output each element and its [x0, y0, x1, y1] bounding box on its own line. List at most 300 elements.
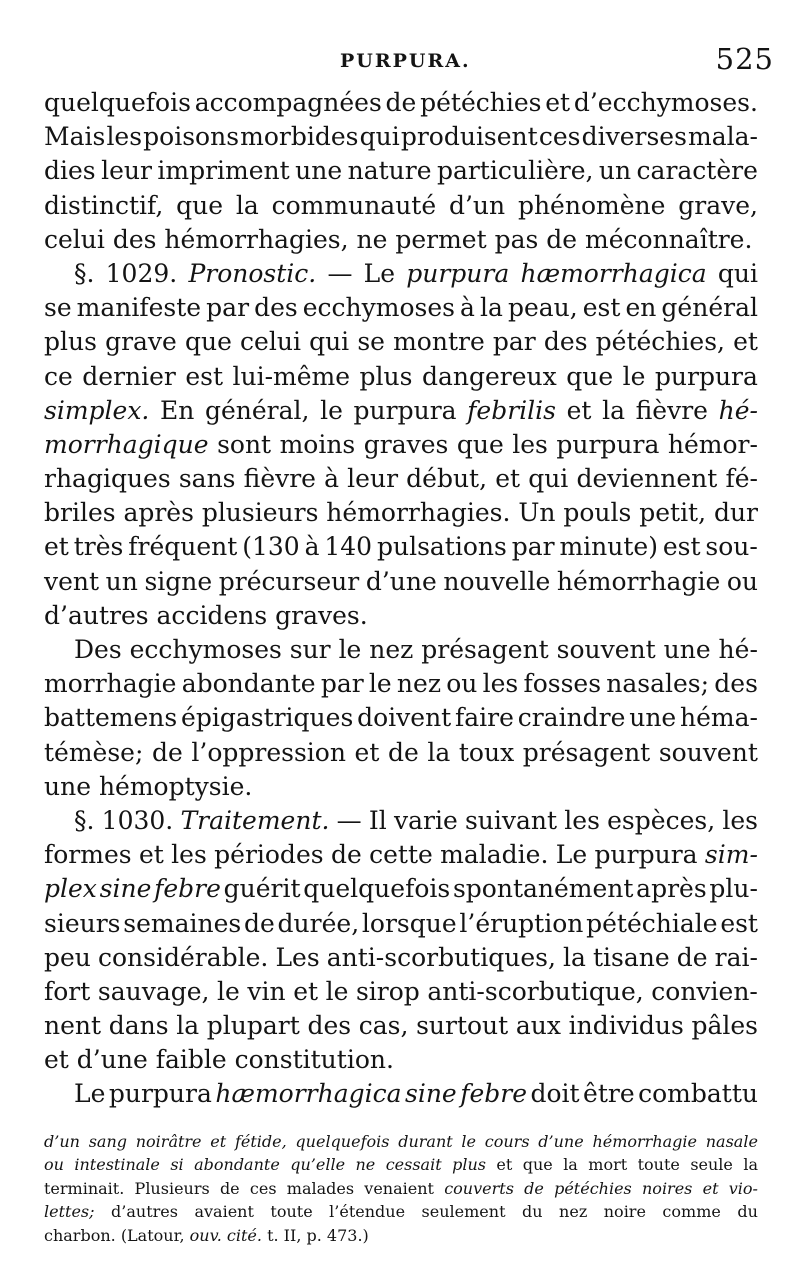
word: une — [44, 771, 99, 801]
word: présagent — [522, 737, 651, 767]
word: que — [185, 327, 232, 357]
word: toux — [458, 737, 515, 767]
page-number: 525 — [715, 42, 774, 76]
word: fosses — [523, 669, 602, 699]
word: la — [563, 1155, 578, 1175]
running-head: PURPURA. — [340, 50, 471, 72]
word: sirop — [355, 976, 420, 1006]
word: durée, — [277, 908, 360, 938]
word: par — [320, 669, 364, 699]
word: maladie. — [440, 840, 549, 870]
word: comme — [662, 1202, 721, 1222]
word: purpura — [556, 429, 660, 459]
word: formes — [44, 840, 132, 870]
word: avaient — [194, 1202, 254, 1222]
word: de — [219, 1178, 240, 1198]
word: rai- — [714, 942, 758, 972]
word: et — [496, 1155, 513, 1175]
word: purpura — [594, 840, 698, 870]
word: purpura — [406, 258, 510, 288]
word: peau, — [507, 293, 578, 323]
word: de — [243, 908, 275, 938]
word: fréquent — [128, 532, 238, 562]
word: ou — [446, 669, 478, 699]
word: produisent — [400, 122, 538, 152]
word: être — [583, 1079, 635, 1109]
word: quelquefois — [44, 88, 191, 117]
word: héma- — [680, 703, 758, 733]
word: souvent — [556, 635, 656, 664]
word: fétide, — [234, 1132, 287, 1151]
word: les — [564, 805, 600, 835]
word: tisane — [592, 942, 670, 972]
word: guérit — [223, 874, 301, 904]
word: fort — [44, 976, 91, 1006]
word: febre — [460, 1079, 527, 1109]
word: sans — [178, 464, 236, 494]
word: les — [106, 122, 143, 152]
word: venaient — [364, 1178, 434, 1198]
word: l’oppression — [191, 737, 346, 767]
word: — — [327, 258, 353, 288]
word: accompagnées — [194, 88, 382, 117]
text-line — [44, 1043, 758, 1077]
word: impriment — [157, 156, 290, 186]
word: simplex. — [44, 395, 150, 425]
word: que — [566, 361, 614, 391]
word: une — [295, 156, 343, 186]
text-line — [44, 667, 758, 701]
text-line — [44, 120, 758, 154]
word: les — [722, 805, 758, 835]
word: les — [171, 840, 207, 870]
word: nez — [559, 1202, 588, 1222]
word: graves — [363, 429, 449, 459]
word: lettes; — [44, 1202, 95, 1222]
word: plus — [452, 1155, 486, 1175]
text-line — [44, 565, 758, 599]
word: morrhagie — [44, 669, 177, 699]
word: par — [511, 532, 555, 562]
word: 140 — [324, 532, 373, 562]
word: quelquefois — [295, 1132, 390, 1151]
word: anti-scorbutique, — [427, 976, 644, 1006]
word: graves. — [275, 600, 368, 630]
word: pulsations — [376, 532, 507, 562]
word: Le — [74, 1079, 106, 1109]
word: une — [663, 635, 711, 664]
word: le — [338, 635, 362, 664]
word: plupart — [206, 1011, 300, 1041]
word: seulement — [421, 1202, 506, 1222]
word: signe — [144, 566, 213, 596]
word: les — [512, 429, 548, 459]
word: ne — [355, 1155, 376, 1175]
word: hæmorrhagica — [520, 258, 707, 288]
word: d’une — [365, 566, 437, 596]
word: de — [676, 942, 708, 972]
word: dernier — [82, 361, 176, 391]
word: hémorrhagies. — [326, 498, 511, 528]
word: que — [456, 429, 504, 459]
word: le — [325, 976, 349, 1006]
text-line — [44, 1009, 758, 1043]
word: Mais — [44, 122, 106, 152]
word: d’ecchymoses. — [573, 88, 758, 117]
word: Plusieurs — [134, 1178, 210, 1198]
word: pétéchiale — [586, 908, 718, 938]
word: nature — [347, 156, 432, 186]
word: est — [662, 532, 701, 562]
word: espèces, — [607, 805, 716, 835]
word: ecchymoses — [302, 293, 455, 323]
text-line — [44, 633, 758, 667]
text-line — [44, 189, 758, 223]
word: hémoptysie. — [98, 771, 253, 801]
word: et — [495, 464, 521, 494]
word: le — [622, 361, 646, 391]
word: 1029. — [105, 258, 178, 288]
word: que — [176, 190, 224, 220]
word: moins — [279, 429, 356, 459]
word: celui — [240, 327, 301, 357]
word: Le — [363, 258, 396, 288]
word: poisons — [143, 122, 240, 152]
word: hémorrhagies, — [164, 224, 357, 254]
word: sou- — [705, 532, 758, 562]
word: se — [44, 293, 72, 323]
word: purpura — [654, 361, 758, 391]
word: sont — [217, 429, 272, 459]
word: terminait. — [44, 1178, 125, 1198]
word: est — [582, 293, 621, 323]
word: pétéchies, — [595, 327, 725, 357]
word: noirâtre — [135, 1132, 202, 1151]
word: charbon. — [44, 1225, 121, 1245]
word: précurseur — [218, 566, 360, 596]
word: une — [629, 703, 677, 733]
footnote-line — [44, 1153, 758, 1176]
word: nez — [369, 635, 414, 664]
word: et — [44, 1045, 77, 1075]
word: ouv. — [189, 1225, 227, 1245]
text-line — [44, 701, 758, 735]
word: d’une — [76, 1045, 156, 1075]
word: durant — [398, 1132, 453, 1151]
word: qui — [309, 327, 350, 357]
text-line — [44, 770, 758, 804]
word: périodes — [214, 840, 324, 870]
word: craindre — [517, 703, 626, 733]
word: constitution. — [234, 1045, 394, 1075]
footnote-line — [44, 1130, 758, 1153]
word: début, — [406, 464, 488, 494]
word: semaines — [123, 908, 242, 938]
word: grave — [105, 327, 177, 357]
word: leur — [101, 156, 152, 186]
word: qui — [359, 122, 400, 152]
word: febre — [154, 874, 221, 904]
word: lorsque — [361, 908, 457, 938]
word: spontanément — [452, 874, 634, 904]
word: hémor- — [667, 429, 758, 459]
word: pâles — [691, 1011, 758, 1041]
word: sauvage, — [97, 976, 210, 1006]
word: des — [307, 1011, 352, 1041]
word: en — [625, 293, 657, 323]
word: du — [737, 1202, 758, 1222]
word: et — [566, 395, 592, 425]
word: l’éruption — [459, 908, 584, 938]
word: leur — [347, 464, 399, 494]
word: lui-même — [232, 361, 351, 391]
text-line — [44, 736, 758, 770]
word: pétéchies — [554, 1178, 632, 1198]
word: vin — [247, 976, 286, 1006]
word: convien- — [651, 976, 758, 1006]
word: mala- — [688, 122, 758, 152]
word: de — [524, 1178, 544, 1198]
text-line — [44, 599, 758, 633]
word: cessait — [385, 1155, 442, 1175]
word: purpura — [108, 1079, 212, 1109]
word: febrilis — [467, 395, 556, 425]
word: — — [336, 805, 362, 835]
word: manifeste — [76, 293, 202, 323]
word: nasale — [705, 1132, 758, 1151]
word: vio- — [728, 1178, 758, 1198]
word: d’un — [44, 1132, 80, 1151]
text-line — [44, 428, 758, 462]
word: est — [720, 908, 758, 938]
word: de — [330, 840, 362, 870]
word: la — [479, 293, 503, 323]
word: ce — [44, 361, 73, 391]
word: des — [112, 224, 165, 254]
word: petit, — [639, 498, 707, 528]
word: surtout — [416, 1011, 509, 1041]
word: de — [385, 88, 417, 117]
word: ces — [249, 1178, 277, 1198]
word: Le — [555, 840, 588, 870]
word: nent — [44, 1011, 102, 1041]
word: et — [733, 327, 758, 357]
text-line — [44, 257, 758, 291]
word: sieurs — [44, 908, 121, 938]
word: pétéchies — [420, 88, 542, 117]
word: par — [492, 327, 536, 357]
word: accidens — [156, 600, 276, 630]
word: cours — [484, 1132, 530, 1151]
word: varie — [393, 805, 458, 835]
word: se — [357, 327, 385, 357]
word: dur — [713, 498, 758, 528]
word: pas — [494, 224, 547, 254]
word: minute) — [559, 532, 658, 562]
word: les — [482, 669, 519, 699]
word: hémorrhagie — [556, 566, 721, 596]
word: abondante — [194, 1155, 280, 1175]
word: le — [217, 976, 240, 1006]
word: l’étendue — [329, 1202, 406, 1222]
word: Pronostic. — [188, 258, 317, 288]
word: pouls — [563, 498, 632, 528]
word: la — [602, 395, 625, 425]
text-line — [44, 154, 758, 188]
word: dies — [44, 156, 96, 186]
word: la — [427, 737, 451, 767]
word: hæmorrhagica — [215, 1079, 402, 1109]
word: souvent — [658, 737, 758, 767]
word: à — [460, 293, 475, 323]
text-line — [44, 291, 758, 325]
word: 473.) — [326, 1225, 369, 1245]
word: méconnaître. — [585, 224, 753, 254]
word: des — [714, 669, 758, 699]
word: phénomène — [517, 190, 666, 220]
word: mort — [588, 1155, 628, 1175]
word: doit — [530, 1079, 580, 1109]
word: deviennent — [576, 464, 718, 494]
word: faire — [455, 703, 514, 733]
word: vent — [44, 566, 100, 596]
word: nez — [396, 669, 441, 699]
word: des — [543, 327, 588, 357]
word: et — [545, 88, 571, 117]
word: général — [661, 293, 758, 323]
word: dans — [108, 1011, 169, 1041]
word: plu- — [709, 874, 758, 904]
word: celui — [44, 224, 113, 254]
word: rhagiques — [44, 464, 171, 494]
word: et — [210, 1132, 227, 1151]
word: après — [636, 874, 707, 904]
word: communauté — [271, 190, 437, 220]
word: et — [293, 976, 319, 1006]
word: général, — [204, 395, 310, 425]
word: un — [598, 156, 632, 186]
word: ou — [726, 566, 758, 596]
word: anti-scorbutiques, — [326, 942, 556, 972]
word: abondante — [181, 669, 316, 699]
word: et — [138, 840, 164, 870]
word: §. — [74, 258, 95, 288]
word: la — [743, 1155, 758, 1175]
word: que — [522, 1155, 553, 1175]
word: nasales; — [606, 669, 710, 699]
text-line — [44, 360, 758, 394]
word: présagent — [421, 635, 549, 664]
word: purpura — [353, 395, 457, 425]
word: faible — [155, 1045, 235, 1075]
word: malades — [286, 1178, 355, 1198]
body-text — [44, 86, 758, 1112]
word: hémorrhagie — [592, 1132, 697, 1151]
word: combattu — [638, 1079, 758, 1109]
word: à — [324, 464, 340, 494]
word: §. — [74, 805, 95, 835]
word: et — [702, 1178, 719, 1198]
word: doivent — [357, 703, 452, 733]
word: diverses — [581, 122, 687, 152]
word: couverts — [444, 1178, 514, 1198]
word: qu’elle — [290, 1155, 346, 1175]
word: toute — [637, 1155, 680, 1175]
word: quelquefois — [303, 874, 451, 904]
word: t. — [267, 1225, 284, 1245]
text-line — [44, 223, 758, 257]
word: plus — [44, 327, 97, 357]
word: briles — [44, 498, 116, 528]
word: ou — [44, 1155, 64, 1175]
word: intestinale — [74, 1155, 160, 1175]
word: (130 — [242, 532, 300, 562]
word: sine — [99, 874, 152, 904]
word: la — [235, 190, 259, 220]
word: ne — [356, 224, 396, 254]
word: aux — [515, 1011, 561, 1041]
word: plusieurs — [201, 498, 319, 528]
word: après — [123, 498, 194, 528]
word: 1030. — [101, 805, 174, 835]
word: très — [73, 532, 124, 562]
word: Les — [275, 942, 320, 972]
word: p. — [306, 1225, 327, 1245]
footnote-line — [44, 1224, 758, 1247]
text-line — [44, 804, 758, 838]
word: Il — [368, 805, 387, 835]
word: ecchymoses — [129, 635, 282, 664]
text-line — [44, 975, 758, 1009]
footnote-line — [44, 1177, 758, 1200]
text-line — [44, 530, 758, 564]
word: cette — [369, 840, 433, 870]
word: de — [151, 737, 183, 767]
word: de — [546, 224, 586, 254]
text-line — [44, 907, 758, 941]
word: est — [185, 361, 224, 391]
word: (Latour, — [120, 1225, 190, 1245]
word: noires — [642, 1178, 693, 1198]
word: et — [44, 532, 69, 562]
word: si — [170, 1155, 184, 1175]
word: toute — [270, 1202, 313, 1222]
word: à — [304, 532, 320, 562]
text-line — [44, 1077, 758, 1111]
text-line — [44, 86, 758, 120]
word: qui — [717, 258, 758, 288]
word: permet — [395, 224, 495, 254]
word: la — [176, 1011, 200, 1041]
word: suivant — [464, 805, 558, 835]
word: de — [387, 737, 419, 767]
word: d’autres — [111, 1202, 178, 1222]
text-line — [44, 941, 758, 975]
word: plus — [359, 361, 413, 391]
word: Des — [74, 635, 122, 664]
word: du — [522, 1202, 543, 1222]
word: d’une — [538, 1132, 584, 1151]
word: dangereux — [421, 361, 557, 391]
text-line — [44, 838, 758, 872]
word: hé- — [718, 395, 758, 425]
word: II, — [283, 1225, 307, 1245]
word: caractère — [636, 156, 758, 186]
word: la — [562, 942, 586, 972]
word: Un — [518, 498, 556, 528]
word: d’autres — [44, 600, 157, 630]
word: En — [160, 395, 195, 425]
